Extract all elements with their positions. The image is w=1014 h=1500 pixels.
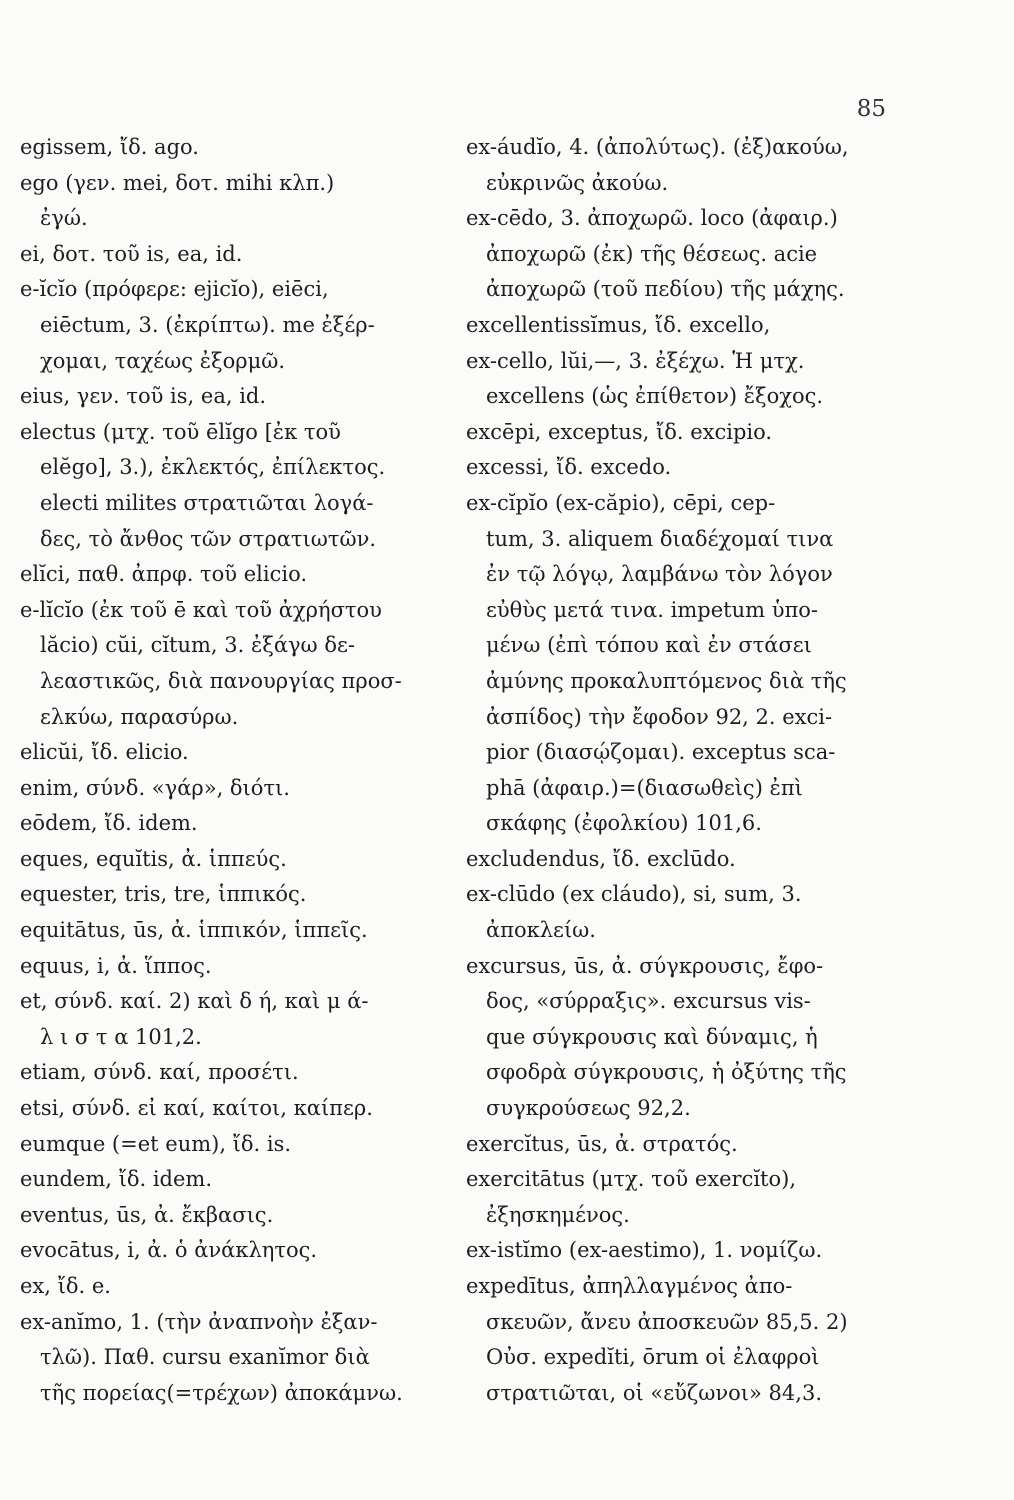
entry-line: excursus, ūs, ἀ. σύγκρουσις, ἔφο-: [466, 953, 824, 978]
entry-continuation-line: Οὐσ. expedĭti, ōrum οἱ ἐλαφροὶ: [486, 1345, 820, 1370]
entry-continuation-line: ἀποκλείω.: [486, 918, 596, 943]
entry-line: ex-istĭmo (ex-aestimo), 1. νομίζω.: [466, 1238, 823, 1263]
left-column: [20, 130, 445, 1411]
entry-continuation-line: τῆς πορείας(=τρέχων) ἀποκάμνω.: [40, 1380, 403, 1405]
entry-continuation-line: ἐγώ.: [40, 206, 88, 231]
entry-line: egissem, ἴδ. ago.: [20, 135, 199, 159]
entry-line: ego (γεν. mei, δοτ. mihi κλπ.): [20, 170, 335, 195]
entry-line: equus, i, ἀ. ἵππος.: [20, 953, 212, 978]
entry-line: etsi, σύνδ. εἰ καί, καίτοι, καίπερ.: [20, 1096, 373, 1121]
entry-continuation-line: ἐν τῷ λόγῳ, λαμβάνω τὸν λόγον: [486, 562, 833, 587]
entry-line: equester, tris, tre, ἱππικός.: [20, 882, 307, 907]
entry-line: exercitātus (μτχ. τοῦ exercĭto),: [466, 1167, 796, 1192]
entry-line: ex-anĭmo, 1. (τὴν ἀναπνοὴν ἐξαν-: [20, 1309, 378, 1334]
entry-line: exercĭtus, ūs, ἀ. στρατός.: [466, 1131, 738, 1156]
entry-line: etiam, σύνδ. καί, προσέτι.: [20, 1060, 299, 1085]
entry-line: electus (μτχ. τοῦ ēlĭgo [ἐκ τοῦ: [20, 419, 341, 444]
entry-continuation-line: σκάφης (ἐφολκίου) 101,6.: [486, 811, 762, 836]
entry-continuation-line: tum, 3. aliquem διαδέχομαί τινα: [486, 526, 834, 551]
entry-continuation-line: στρατιῶται, οἱ «εὔζωνοι» 84,3.: [486, 1380, 822, 1405]
entry-continuation-line: que σύγκρουσις καὶ δύναμις, ἡ: [486, 1024, 818, 1049]
entry-continuation-line: ἐξησκημένος.: [486, 1202, 630, 1227]
entry-line: ex, ἴδ. e.: [20, 1274, 111, 1298]
entry-continuation-line: pior (διασῴζομαι). exceptus sca-: [486, 740, 836, 765]
entry-continuation-line: phā (ἀφαιρ.)=(διασωθεὶς) ἐπὶ: [486, 775, 803, 800]
entry-continuation-line: δες, τὸ ἄνθος τῶν στρατιωτῶν.: [40, 526, 377, 551]
entry-line: ex-áudĭo, 4. (ἀπολύτως). (ἐξ)ακούω,: [466, 135, 849, 159]
entry-line: eōdem, ἴδ. idem.: [20, 811, 198, 836]
entry-line: evocātus, i, ἀ. ὁ ἀνάκλητος.: [20, 1238, 318, 1263]
entry-continuation-line: σκευῶν, ἄνευ ἀποσκευῶν 85,5. 2): [486, 1309, 848, 1334]
entry-line: excēpi, exceptus, ἴδ. excipio.: [466, 419, 773, 444]
entry-line: eventus, ūs, ἀ. ἔκβασις.: [20, 1202, 274, 1227]
entry-continuation-line: ἀποχωρῶ (ἐκ) τῆς θέσεως. acie: [486, 241, 818, 266]
entry-continuation-line: συγκρούσεως 92,2.: [486, 1096, 691, 1121]
entry-continuation-line: μένω (ἐπὶ τόπου καὶ ἐν στάσει: [486, 633, 812, 658]
entry-line: ex-clūdo (ex cláudo), si, sum, 3.: [466, 882, 802, 907]
entry-line: equitātus, ūs, ἀ. ἱππικόν, ἱππεῖς.: [20, 918, 368, 943]
entry-line: ex-cēdo, 3. ἀποχωρῶ. loco (ἀφαιρ.): [466, 206, 838, 231]
entry-line: eius, γεν. τοῦ is, ea, id.: [20, 384, 267, 409]
entry-line: e-lĭcĭo (ἐκ τοῦ ē καὶ τοῦ ἀχρήστου: [20, 597, 382, 622]
entry-line: excludendus, ἴδ. exclūdo.: [466, 846, 736, 871]
entry-continuation-line: eiēctum, 3. (ἐκρίπτω). me ἐξέρ-: [40, 312, 375, 337]
entry-continuation-line: λ ι σ τ α 101,2.: [40, 1024, 202, 1049]
entry-continuation-line: electi milites στρατιῶται λογά-: [40, 490, 374, 515]
entry-continuation-line: σφοδρὰ σύγκρουσις, ἡ ὀξύτης τῆς: [486, 1060, 847, 1085]
entry-line: eundem, ἴδ. idem.: [20, 1167, 213, 1192]
entry-line: excessi, ἴδ. excedo.: [466, 455, 672, 480]
entry-line: ei, δοτ. τοῦ is, ea, id.: [20, 241, 243, 266]
entry-line: ex-cello, lŭi,—, 3. ἐξέχω. Ἡ μτχ.: [466, 348, 805, 373]
entry-line: eques, equĭtis, ἀ. ἱππεύς.: [20, 846, 287, 871]
entry-line: enim, σύνδ. «γάρ», διότι.: [20, 775, 290, 800]
entry-continuation-line: ἀποχωρῶ (τοῦ πεδίου) τῆς μάχης.: [486, 277, 845, 302]
entry-continuation-line: δος, «σύρραξις». excursus vis-: [486, 989, 811, 1014]
page-number: 85: [856, 96, 886, 122]
entry-continuation-line: elĕgo], 3.), ἐκλεκτός, ἐπίλεκτος.: [40, 455, 386, 480]
entry-line: e-ĭcĭo (πρόφερε: ejicĭo), eiēci,: [20, 277, 329, 302]
entry-continuation-line: lăcio) cŭi, cĭtum, 3. ἐξάγω δε-: [40, 633, 355, 658]
entry-continuation-line: ἀμύνης προκαλυπτόμενος διὰ τῆς: [486, 668, 847, 693]
entry-line: ex-cĭpĭo (ex-căpio), cēpi, cep-: [466, 490, 776, 515]
entry-line: eumque (=et eum), ἴδ. is.: [20, 1131, 292, 1156]
entry-line: elicŭi, ἴδ. elicio.: [20, 740, 189, 765]
entry-line: expedītus, ἀπηλλαγμένος ἀπο-: [466, 1274, 793, 1298]
entry-continuation-line: εὐκρινῶς ἀκούω.: [486, 170, 669, 195]
entry-line: elĭci, παθ. ἀπρφ. τοῦ elicio.: [20, 562, 308, 587]
entry-continuation-line: ἀσπίδος) τὴν ἔφοδον 92, 2. exci-: [486, 704, 833, 729]
right-column: [466, 130, 904, 1411]
entry-continuation-line: τλῶ). Παθ. cursu exanĭmor διὰ: [40, 1345, 370, 1370]
entry-line: et, σύνδ. καί. 2) καὶ δ ή, καὶ μ ά-: [20, 989, 369, 1014]
entry-continuation-line: excellens (ὡς ἐπίθετον) ἔξοχος.: [486, 384, 824, 409]
entry-continuation-line: λεαστικῶς, διὰ πανουργίας προσ-: [40, 668, 402, 693]
entry-line: excellentissĭmus, ἴδ. excello,: [466, 312, 771, 337]
entry-continuation-line: χομαι, ταχέως ἐξορμῶ.: [40, 348, 286, 373]
entry-continuation-line: εὐθὺς μετά τινα. impetum ὑπο-: [486, 597, 819, 622]
entry-continuation-line: ελκύω, παρασύρω.: [40, 704, 239, 729]
